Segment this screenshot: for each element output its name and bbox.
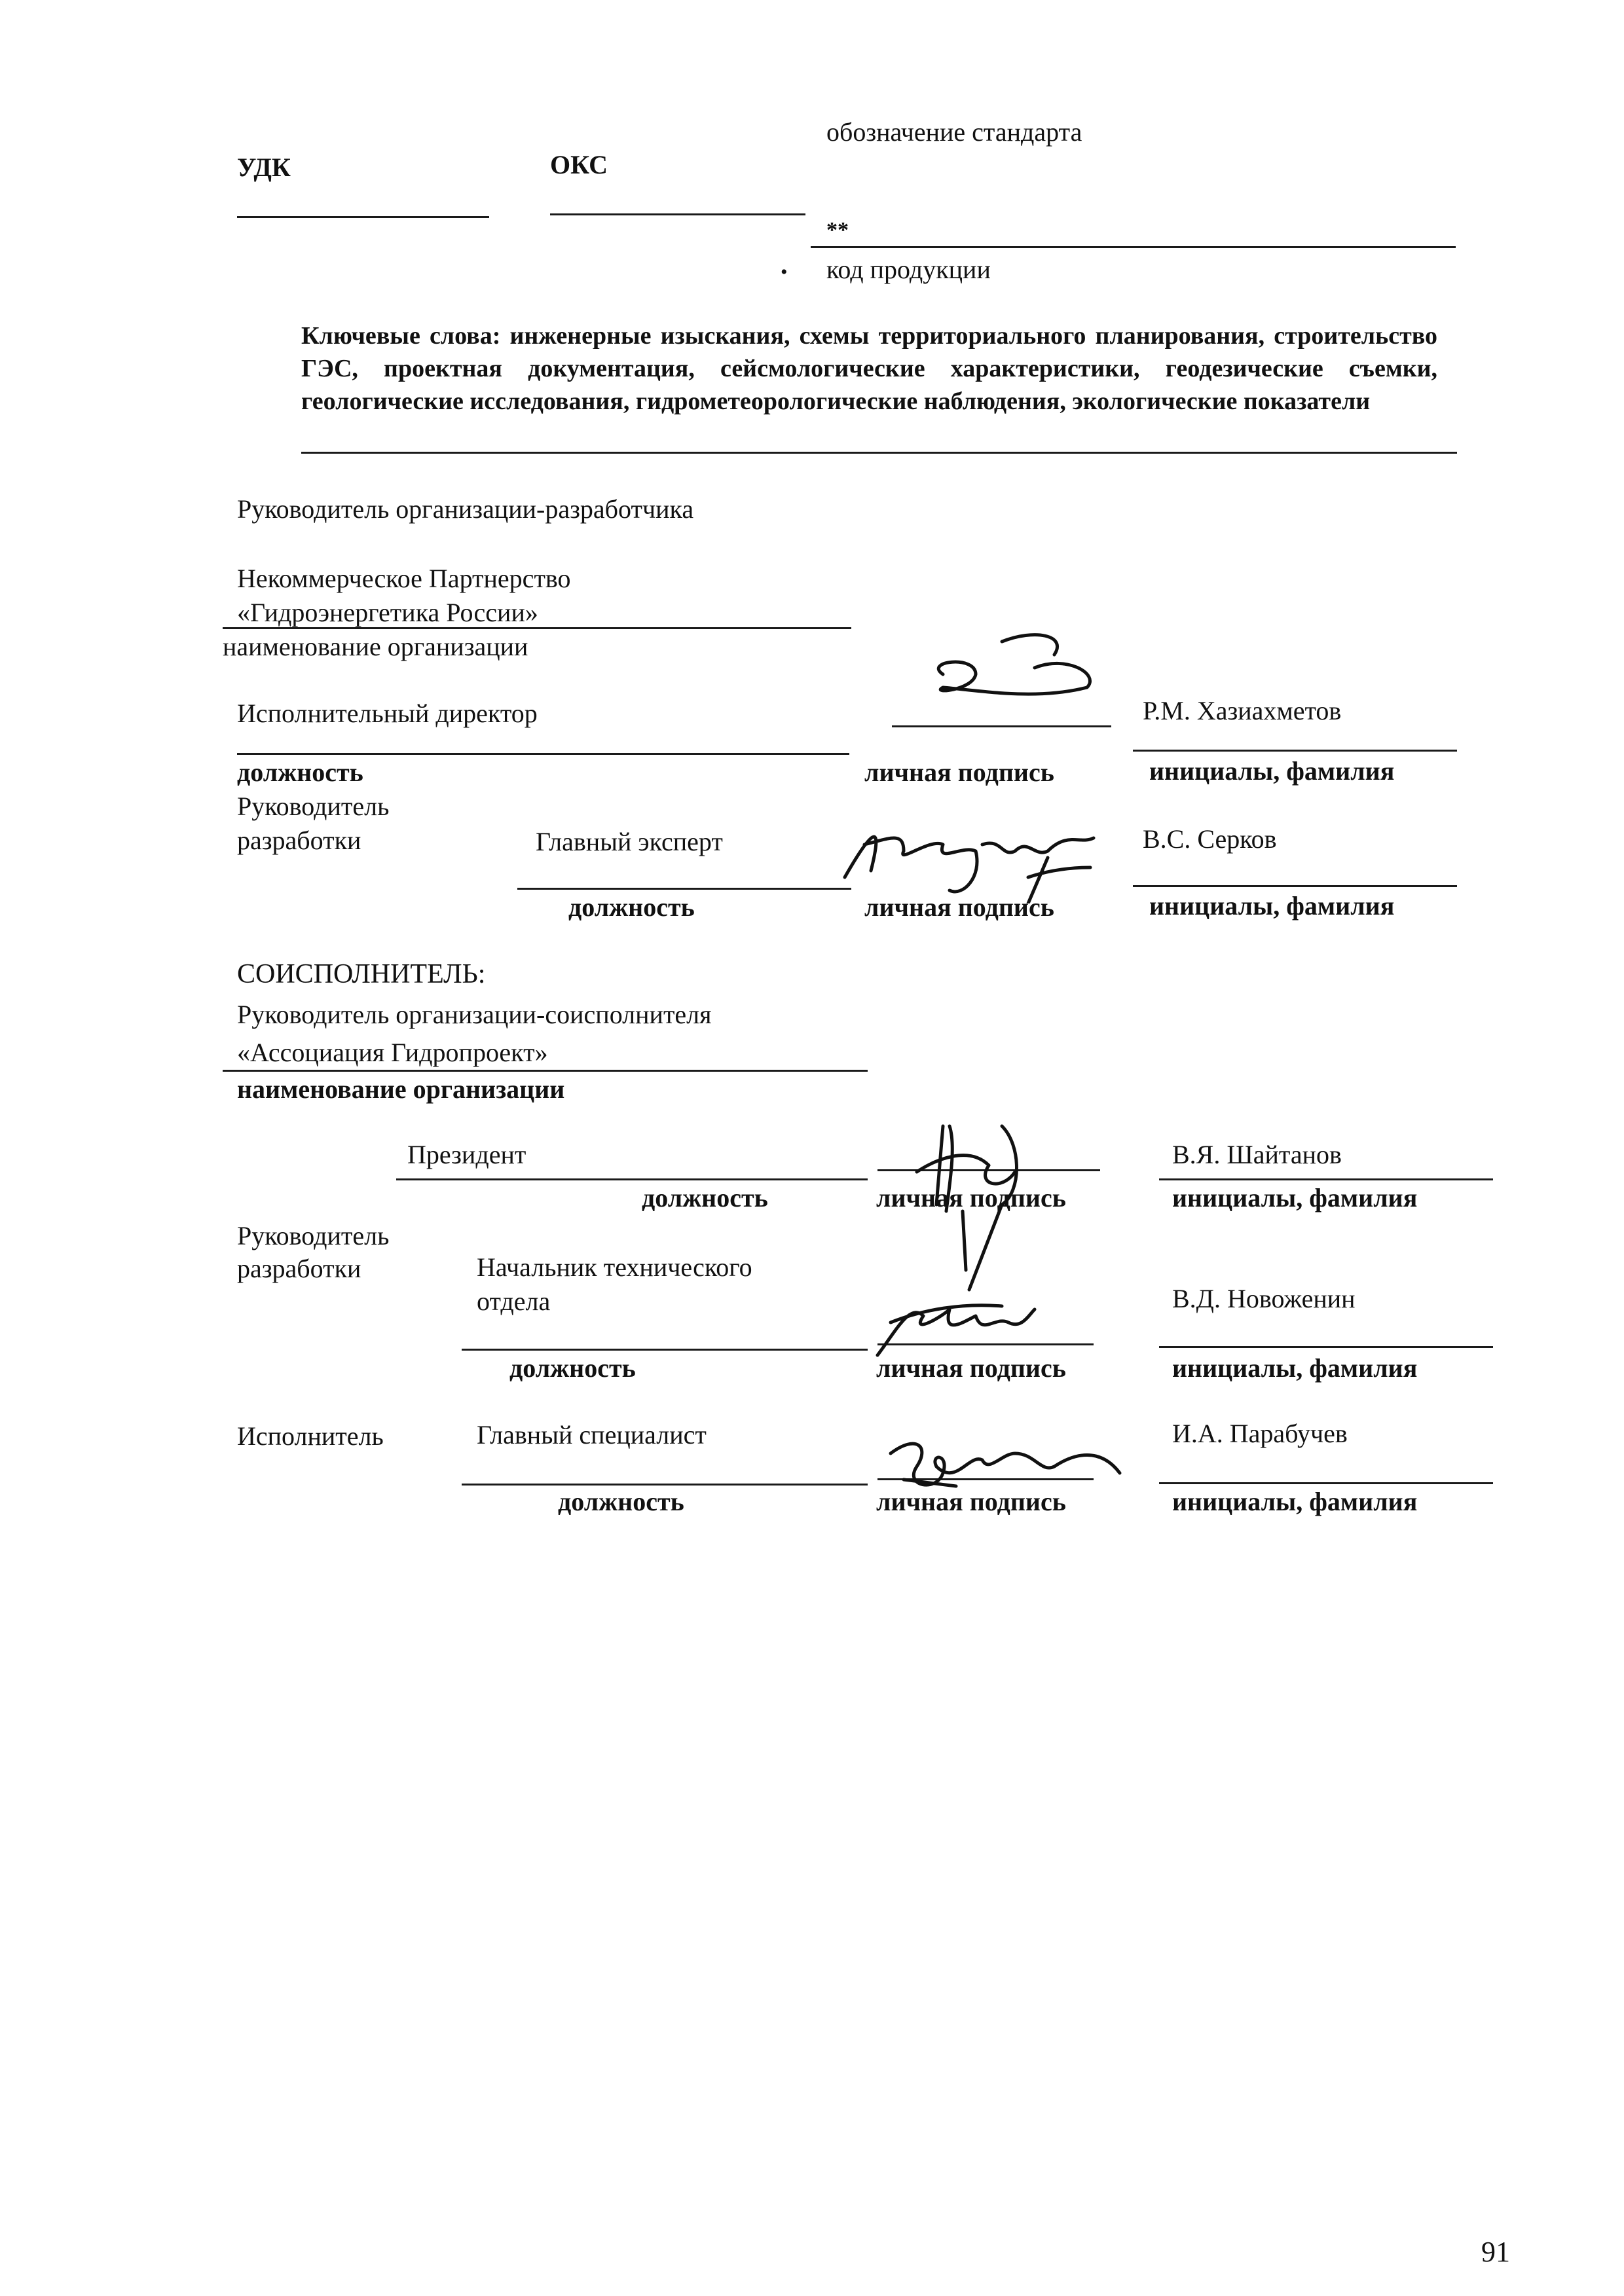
oks-line [550, 213, 805, 215]
coexecutor-lead-position-line [462, 1349, 868, 1351]
president-caption-position: должность [642, 1183, 768, 1212]
signature-khaziakhmetov [904, 629, 1100, 720]
developer-lead-caption-name: инициалы, фамилия [1149, 891, 1395, 920]
executor-person: И.А. Парабучев [1172, 1419, 1348, 1448]
standard-designation-caption: обозначение стандарта [826, 117, 1082, 147]
developer-caption-position: должность [237, 757, 363, 787]
coexecutor-lead-name-line [1159, 1346, 1493, 1348]
executor-caption-position: должность [558, 1487, 684, 1516]
signature-novozhenin [871, 1290, 1041, 1362]
coexecutor-lead-label-line2: разработки [237, 1254, 361, 1283]
president-person: В.Я. Шайтанов [1172, 1140, 1342, 1169]
developer-name-line [1133, 750, 1457, 752]
keywords-underline [301, 452, 1457, 454]
developer-person: Р.М. Хазиахметов [1143, 696, 1342, 725]
developer-lead-name-line [1133, 885, 1457, 887]
developer-signature-line [892, 725, 1111, 727]
developer-lead-caption-signature: личная подпись [864, 892, 1054, 922]
developer-lead-person: В.С. Серков [1143, 824, 1277, 854]
oks-label: ОКС [550, 150, 608, 179]
executor-caption-signature: личная подпись [876, 1487, 1066, 1516]
coexecutor-lead-position-line1: Начальник технического [477, 1252, 752, 1282]
developer-lead-position-line [517, 888, 851, 890]
developer-caption-signature: личная подпись [864, 757, 1054, 787]
udk-line [237, 216, 489, 218]
signature-serkov [832, 805, 1107, 903]
executor-label: Исполнитель [237, 1421, 384, 1451]
developer-caption-name: инициалы, фамилия [1149, 756, 1395, 786]
developer-org-caption: наименование организации [223, 632, 528, 661]
president-position: Президент [407, 1140, 526, 1169]
president-caption-name: инициалы, фамилия [1172, 1183, 1418, 1212]
coexecutor-title: СОИСПОЛНИТЕЛЬ: [237, 959, 486, 989]
udk-label: УДК [237, 153, 291, 182]
developer-head-label: Руководитель организации-разработчика [237, 494, 694, 524]
executor-caption-name: инициалы, фамилия [1172, 1487, 1418, 1516]
executor-position-line [462, 1484, 868, 1485]
developer-lead-caption-position: должность [568, 892, 695, 922]
developer-lead-label-line2: разработки [237, 826, 361, 855]
developer-position: Исполнительный директор [237, 699, 538, 728]
product-code-caption: код продукции [826, 255, 991, 284]
coexecutor-head-label: Руководитель организации-соисполнителя [237, 1000, 712, 1029]
developer-lead-label-line1: Руководитель [237, 792, 390, 821]
stars-marker: ** [826, 218, 849, 242]
developer-position-line [237, 753, 849, 755]
standard-code-line [811, 246, 1456, 248]
coexecutor-lead-position-line2: отдела [477, 1286, 551, 1316]
page-number: 91 [1481, 2236, 1510, 2268]
bullet-dot: • [781, 261, 788, 283]
coexecutor-org-caption: наименование организации [237, 1074, 565, 1104]
executor-position: Главный специалист [477, 1420, 707, 1449]
coexecutor-lead-label-line1: Руководитель [237, 1221, 390, 1250]
president-position-line [396, 1178, 868, 1180]
coexecutor-lead-caption-signature: личная подпись [876, 1353, 1066, 1383]
coexecutor-lead-person: В.Д. Новоженин [1172, 1284, 1356, 1313]
coexecutor-org-line [223, 1070, 868, 1072]
developer-lead-position: Главный эксперт [536, 827, 723, 856]
executor-name-line [1159, 1482, 1493, 1484]
president-caption-signature: личная подпись [876, 1183, 1066, 1212]
coexecutor-lead-caption-name: инициалы, фамилия [1172, 1353, 1418, 1383]
developer-org-line1: Некоммерческое Партнерство [237, 564, 571, 593]
keywords-paragraph: Ключевые слова: инженерные изыскания, схемы территориального планирования, строительство ГЭС, проектная документация, сейсмологические характеристики, геодезические съемки, геологические исследования, гидрометеорологические наблюдения, экологические показатели [301, 322, 1437, 415]
developer-org-line [223, 627, 851, 629]
developer-org-line2: «Гидроэнергетика России» [237, 598, 538, 627]
coexecutor-lead-caption-position: должность [509, 1353, 636, 1383]
president-name-line [1159, 1178, 1493, 1180]
coexecutor-org: «Ассоциация Гидропроект» [237, 1038, 548, 1067]
